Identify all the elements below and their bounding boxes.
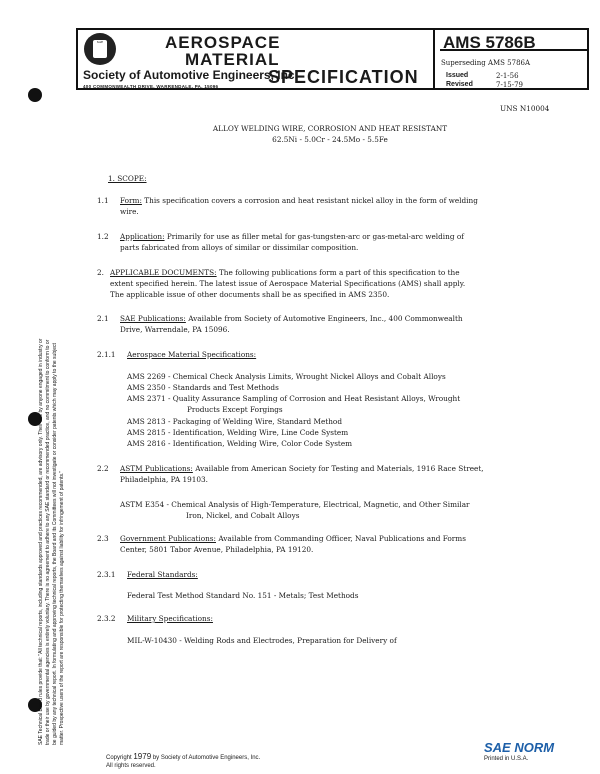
ams-item: AMS 2350 - Standards and Test Methods — [127, 383, 279, 392]
revised-date: 7-15-79 — [496, 81, 523, 89]
mil-item: MIL-W-10430 - Welding Rods and Electrodes, Preparation for Delivery of — [127, 636, 397, 645]
ams-item: AMS 2816 - Identification, Welding Wire, Color Code System — [127, 439, 353, 448]
uns-number: UNS N10004 — [500, 104, 550, 113]
header-title-material: MATERIAL — [185, 50, 280, 69]
section-2-text-3: The applicable issue of other documents shall be as specified in AMS 2350. — [110, 290, 390, 299]
issued-label: Issued — [446, 72, 469, 79]
header-title-aerospace: AEROSPACE — [165, 33, 281, 52]
revised-label: Revised — [446, 81, 473, 88]
society-address: 400 COMMONWEALTH DRIVE, WARRENDALE, PA. 15096 — [83, 84, 219, 89]
section-2-1-number: 2.1 — [97, 314, 109, 323]
section-2-1-1-number: 2.1.1 — [97, 350, 116, 359]
doc-number: AMS 5786B — [443, 33, 536, 52]
section-2-3-2-number: 2.3.2 — [97, 614, 116, 623]
section-2-2-text-2: Philadelphia, PA 19103. — [120, 475, 209, 484]
section-2-3-1-number: 2.3.1 — [97, 570, 116, 579]
section-2-2-number: 2.2 — [97, 464, 109, 473]
section-scope-heading: 1. SCOPE: — [108, 174, 147, 183]
fed-item: Federal Test Method Standard No. 151 - Metals; Test Methods — [127, 591, 359, 600]
section-2-text: APPLICABLE DOCUMENTS: The following publications form a part of this specification to the — [110, 268, 460, 277]
printed-in: Printed in U.S.A. — [484, 756, 529, 762]
section-1-2-number: 1.2 — [97, 232, 109, 241]
section-1-1-number: 1.1 — [97, 196, 109, 205]
section-2-number: 2. — [97, 268, 104, 277]
ams-item: AMS 2813 - Packaging of Welding Wire, Standard Method — [127, 417, 343, 426]
disclaimer-line-4: matter. Prospective users of the report are responsible for protecting themselves against liability for infringement of patents." — [59, 470, 65, 745]
ams-item-continuation: Products Except Forgings — [187, 405, 283, 414]
supersedes-note: Superseding AMS 5786A — [441, 59, 531, 67]
ams-item: AMS 2269 - Chemical Check Analysis Limits, Wrought Nickel Alloys and Cobalt Alloys — [127, 372, 446, 381]
astm-item-continuation: Iron, Nickel, and Cobalt Alloys — [186, 511, 300, 520]
section-2-1-text-2: Drive, Warrendale, PA 15096. — [120, 325, 230, 334]
ams-item: AMS 2815 - Identification, Welding Wire, Line Code System — [127, 428, 349, 437]
society-name: Society of Automotive Engineers, Inc. — [83, 68, 298, 82]
section-2-3-text-2: Center, 5801 Tabor Avenue, Philadelphia, PA 19120. — [120, 545, 314, 554]
doc-subtitle: 62.5Ni - 5.0Cr - 24.5Mo - 5.5Fe — [272, 135, 388, 144]
astm-item: ASTM E354 - Chemical Analysis of High-Temperature, Electrical, Magnetic, and Other Similar — [120, 500, 470, 509]
sae-norm-watermark: SAE NORM — [484, 740, 555, 755]
binder-hole-1 — [28, 88, 42, 102]
section-2-3-2-heading: Military Specifications: — [127, 614, 213, 623]
disclaimer-line-1: SAE Technical Board rules provide that: "All technical reports, including standards approved and practices recommended, are advisory only. Their use by anyone engaged in industry or — [38, 338, 44, 745]
section-2-1-text: SAE Publications: Available from Society of Automotive Engineers, Inc., 400 Commonwealth — [120, 314, 463, 323]
section-2-text-2: extent specified herein. The latest issue of Aerospace Material Specifications (AMS) shall apply. — [110, 279, 466, 288]
section-2-3-1-heading: Federal Standards: — [127, 570, 198, 579]
copyright: Copyright 1979 by Society of Automotive Engineers, Inc. — [106, 752, 261, 761]
rights-reserved: All rights reserved. — [106, 763, 156, 769]
header-title-specification: SPECIFICATION — [268, 67, 419, 87]
sae-logo-mark: SAE — [93, 40, 107, 58]
section-2-3-number: 2.3 — [97, 534, 109, 543]
ams-item: AMS 2371 - Quality Assurance Sampling of Corrosion and Heat Resistant Alloys, Wrought — [127, 394, 461, 403]
issued-date: 2-1-56 — [496, 72, 519, 80]
header-divider — [433, 28, 435, 90]
section-1-2-text: Application: Primarily for use as filler metal for gas-tungsten-arc or gas-metal-arc welding of — [120, 232, 464, 241]
disclaimer-line-2: trade or their use by governmental agencies is entirely voluntary. There is no agreement to adhere to any SAE standard or recommended practice, and no commitment to conform to or — [45, 339, 51, 745]
disclaimer-line-3: be guided by any technical report. In formulating and approving technical reports, the Board and its Committees will not investigate or consider patents which may apply to the subject — [52, 343, 58, 745]
section-1-2-text-2: parts fabricated from alloys of similar or dissimilar composition. — [120, 243, 359, 252]
doc-title: ALLOY WELDING WIRE, CORROSION AND HEAT RESISTANT — [212, 124, 448, 133]
section-2-2-text: ASTM Publications: Available from American Society for Testing and Materials, 1916 Race Street, — [120, 464, 484, 473]
section-2-1-1-heading: Aerospace Material Specifications: — [127, 350, 257, 359]
section-1-1-text-2: wire. — [120, 207, 139, 216]
section-2-3-text: Government Publications: Available from Commanding Officer, Naval Publications and Forms — [120, 534, 466, 543]
section-1-1-text: Form: This specification covers a corrosion and heat resistant nickel alloy in the form of welding — [120, 196, 478, 205]
